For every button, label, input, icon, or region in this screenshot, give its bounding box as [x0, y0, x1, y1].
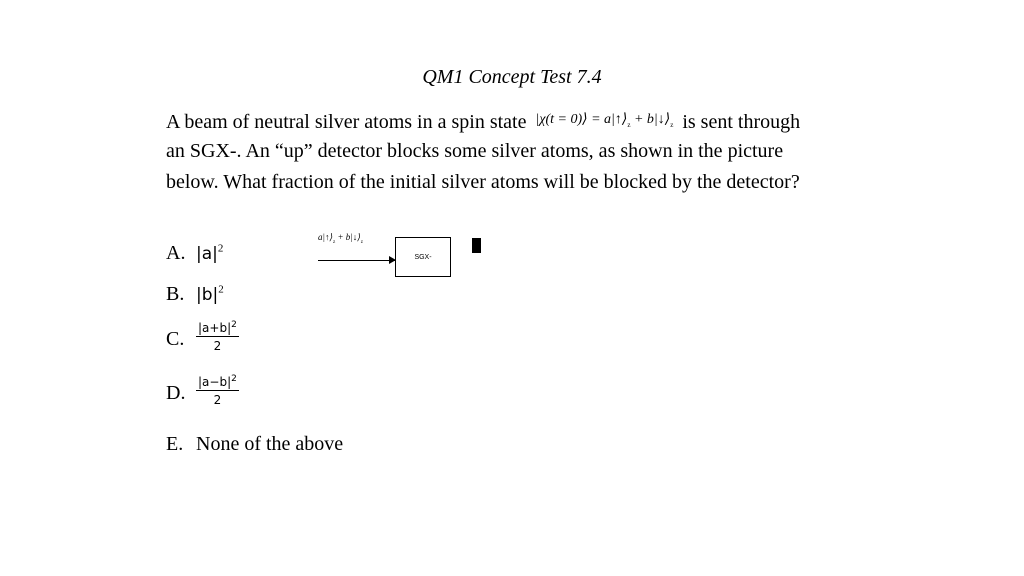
- fraction-denominator: 2: [213, 393, 222, 407]
- diagram-state-sub-1: z: [333, 239, 336, 245]
- answer-letter: C.: [166, 328, 185, 351]
- question-text: [166, 105, 866, 198]
- diagram-state-up: a|↑⟩: [318, 232, 333, 242]
- answer-b: [166, 283, 224, 306]
- stern-gerlach-diagram: [318, 230, 498, 290]
- sgx-device-label: SGX-: [414, 253, 432, 261]
- diagram-state-down: + b|↓⟩: [335, 232, 361, 242]
- answer-text: None of the above: [196, 433, 344, 455]
- state-subscript-2: z: [670, 120, 674, 129]
- state-expression-down: + b|↓⟩: [630, 112, 671, 127]
- answer-fraction: [196, 320, 239, 353]
- answer-math: |a|: [196, 244, 218, 264]
- fraction-numerator: [196, 320, 239, 337]
- fraction-denominator: 2: [213, 339, 222, 353]
- answer-math: |b|: [196, 285, 219, 305]
- answer-letter: D.: [166, 382, 186, 405]
- question-line-1-start: A beam of neutral silver atoms in a spin state: [166, 111, 527, 133]
- state-subscript-1: z: [627, 120, 631, 129]
- answer-letter: E.: [166, 433, 184, 455]
- diagram-state-label: [318, 232, 363, 245]
- answer-exponent: 2: [218, 283, 224, 296]
- question-line-3: below. What fraction of the initial silver atoms will be blocked by the detector?: [166, 171, 800, 193]
- sgx-device-box: [395, 237, 451, 277]
- answer-letter: B.: [166, 283, 185, 305]
- question-line-2: an SGX-. An “up” detector blocks some silver atoms, as shown in the picture: [166, 140, 784, 162]
- question-line-1-end: is sent through: [682, 111, 801, 133]
- state-expression-up: |χ(t = 0)⟩ = a|↑⟩: [535, 112, 628, 127]
- fraction-numerator: [196, 374, 239, 391]
- beam-line: [318, 260, 395, 261]
- numerator-exponent: 2: [231, 374, 237, 384]
- diagram-state-sub-2: z: [360, 239, 364, 245]
- answer-exponent: 2: [217, 242, 224, 255]
- answer-e: [166, 433, 343, 456]
- answer-c: [166, 320, 239, 357]
- numerator-exponent: 2: [231, 320, 237, 330]
- answer-d: [166, 374, 239, 411]
- question-line-1: [166, 105, 866, 136]
- answer-letter: A.: [166, 242, 186, 264]
- spin-state-equation: [535, 104, 673, 141]
- answer-fraction: [196, 374, 239, 407]
- numerator-text: |a+b|: [198, 321, 232, 335]
- numerator-text: |a−b|: [198, 375, 232, 389]
- slide-title: QM1 Concept Test 7.4: [422, 66, 602, 88]
- answer-a: [166, 242, 223, 265]
- up-detector-block: [472, 238, 481, 253]
